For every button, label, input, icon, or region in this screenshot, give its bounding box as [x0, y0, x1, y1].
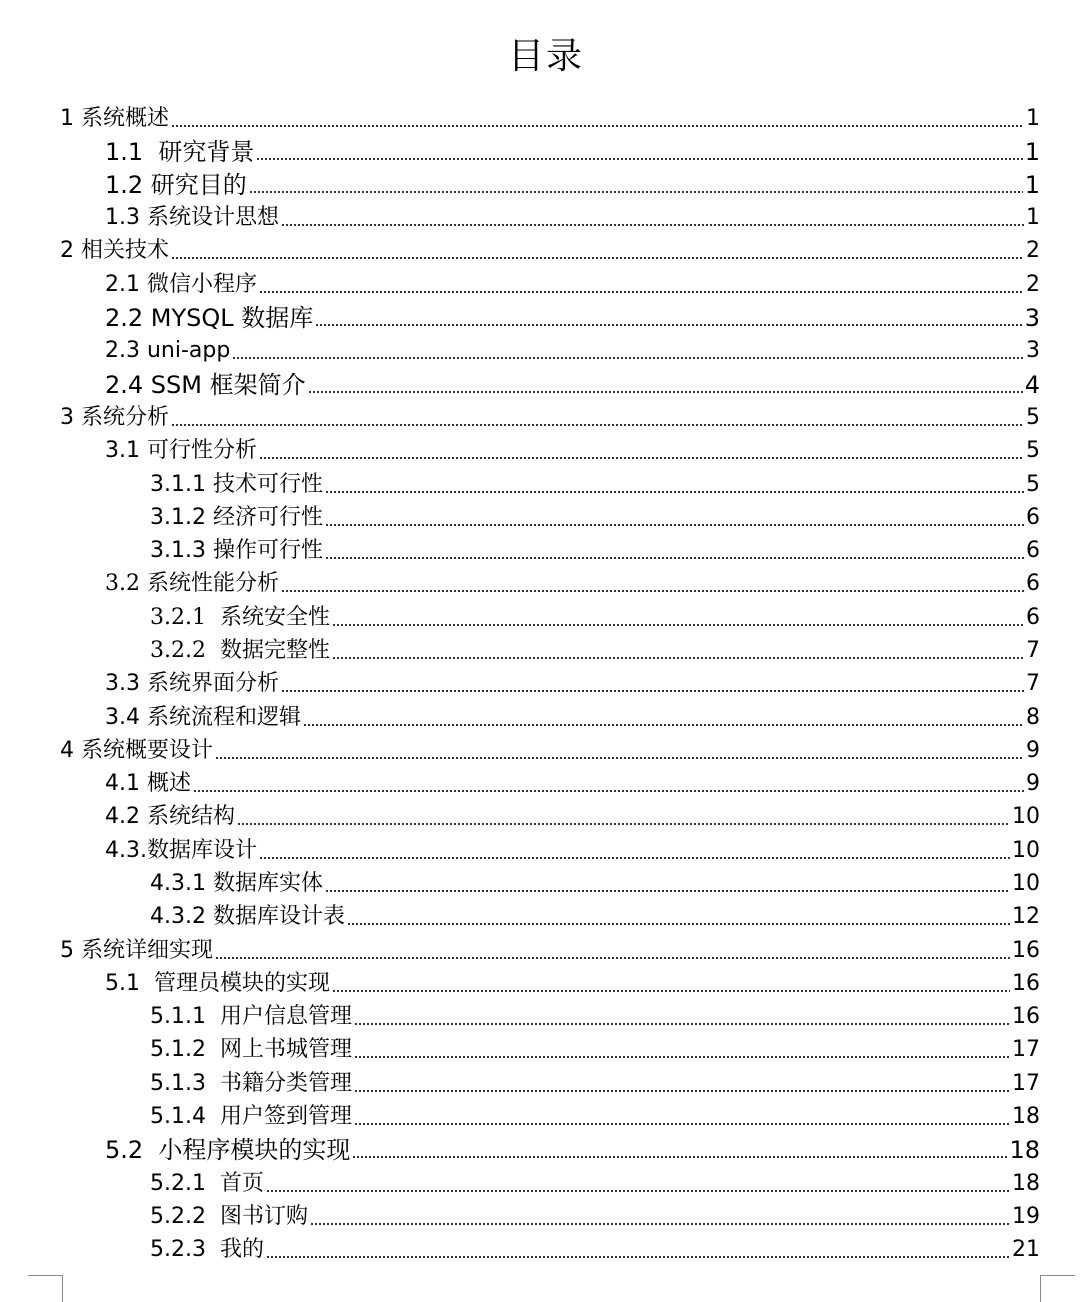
toc-entry-label: 3.2.1 系统安全性 [150, 605, 330, 630]
toc-entry-label: 4.3.2 数据库设计表 [150, 904, 345, 929]
toc-entry-label: 3.1 可行性分析 [105, 438, 257, 463]
dot-leader [215, 757, 1024, 759]
toc-entry[interactable] [0, 166, 1040, 199]
dot-leader [193, 790, 1024, 792]
dot-leader [325, 491, 1024, 493]
toc-entry-page: 4 [1024, 371, 1040, 399]
toc-entry-label: 5.2.1 首页 [150, 1171, 264, 1196]
dot-leader [266, 1190, 1010, 1192]
dot-leader [281, 690, 1024, 692]
toc-entry-label: 1.2 研究目的 [105, 171, 247, 199]
toc-entry-page: 1 [1026, 106, 1040, 131]
toc-entry[interactable] [0, 965, 1040, 998]
toc-entry-page: 6 [1026, 538, 1040, 563]
toc-entry-page: 5 [1026, 405, 1040, 430]
toc-entry[interactable] [0, 632, 1040, 665]
toc-entry[interactable] [0, 865, 1040, 898]
toc-entry-label: 3.1.1 技术可行性 [150, 472, 323, 497]
toc-entry-label: 3.1.2 经济可行性 [150, 505, 323, 530]
dot-leader [171, 125, 1024, 127]
dot-leader [249, 191, 1023, 193]
toc-entry-page: 3 [1024, 304, 1040, 332]
toc-entry[interactable] [0, 1031, 1040, 1064]
toc-entry-label: 5.1.1 用户信息管理 [150, 1004, 352, 1029]
dot-leader [259, 857, 1010, 859]
toc-entry[interactable] [0, 1098, 1040, 1131]
dot-leader [171, 424, 1024, 426]
dot-leader [259, 457, 1024, 459]
dot-leader [281, 590, 1024, 592]
toc-entry-page: 10 [1012, 838, 1040, 863]
margin-corner-mark [1040, 1275, 1075, 1302]
toc-entry-page: 18 [1012, 1171, 1040, 1196]
dot-leader [325, 557, 1024, 559]
toc-entry-page: 6 [1026, 505, 1040, 530]
toc-entry[interactable] [0, 699, 1040, 732]
dot-leader [281, 224, 1024, 226]
toc-entry-label: 2.1 微信小程序 [105, 272, 257, 297]
toc-entry-label: 5 系统详细实现 [60, 938, 213, 963]
dot-leader [308, 391, 1023, 393]
toc-entry-page: 1 [1024, 171, 1040, 199]
toc-entry[interactable] [0, 565, 1040, 598]
toc-entry[interactable] [0, 399, 1040, 432]
toc-entry-label: 3.2.2 数据完整性 [150, 638, 330, 663]
dot-leader [332, 624, 1024, 626]
toc-entry[interactable] [0, 998, 1040, 1031]
dot-leader [325, 890, 1010, 892]
toc-entry-label: 3.1.3 操作可行性 [150, 538, 323, 563]
toc-entry-page: 12 [1012, 904, 1040, 929]
toc-entry-page: 3 [1026, 338, 1040, 363]
toc-entry-label: 5.1.3 书籍分类管理 [150, 1071, 352, 1096]
toc-entry[interactable] [0, 599, 1040, 632]
toc-entry-page: 8 [1026, 705, 1040, 730]
toc-entry[interactable] [0, 665, 1040, 698]
toc-entry[interactable] [0, 1198, 1040, 1231]
toc-entry-page: 10 [1012, 871, 1040, 896]
dot-leader [354, 1023, 1010, 1025]
toc-entry[interactable] [0, 366, 1040, 399]
toc-entry[interactable] [0, 1165, 1040, 1198]
dot-leader [354, 1123, 1010, 1125]
toc-entry[interactable] [0, 1231, 1040, 1264]
toc-entry-page: 9 [1026, 738, 1040, 763]
toc-entry-page: 21 [1012, 1237, 1040, 1262]
toc-entry-page: 16 [1012, 1004, 1040, 1029]
toc-entry-page: 6 [1026, 605, 1040, 630]
toc-entry-label: 5.2.3 我的 [150, 1237, 264, 1262]
toc-entry-label: 5.2.2 图书订购 [150, 1204, 308, 1229]
toc-entry-page: 10 [1012, 804, 1040, 829]
toc-entry-label: 5.2 小程序模块的实现 [105, 1136, 351, 1164]
toc-entry-page: 5 [1026, 438, 1040, 463]
toc-entry-page: 18 [1009, 1136, 1040, 1164]
toc-entry-label: 4.2 系统结构 [105, 804, 235, 829]
toc-entry-label: 4.1 概述 [105, 771, 191, 796]
toc-entry-page: 2 [1026, 238, 1040, 263]
dot-leader [303, 724, 1024, 726]
dot-leader [237, 823, 1010, 825]
toc-entry-label: 1 系统概述 [60, 106, 169, 131]
toc-entry-page: 9 [1026, 771, 1040, 796]
toc-entry[interactable] [0, 1065, 1040, 1098]
toc-entry-label: 3 系统分析 [60, 405, 169, 430]
toc-entry-label: 1.1 研究背景 [105, 138, 255, 166]
toc-entry[interactable] [0, 466, 1040, 499]
toc-entry-page: 18 [1012, 1104, 1040, 1129]
toc-entry[interactable] [0, 932, 1040, 965]
toc-title: 目录 [507, 36, 584, 77]
dot-leader [256, 158, 1022, 160]
toc-entry-page: 16 [1012, 938, 1040, 963]
toc-entry[interactable] [0, 499, 1040, 532]
dot-leader [325, 524, 1024, 526]
toc-entry-label: 2 相关技术 [60, 238, 169, 263]
dot-leader [171, 257, 1024, 259]
toc-entry-label: 3.4 系统流程和逻辑 [105, 705, 301, 730]
dot-leader [215, 957, 1010, 959]
toc-entry-label: 4.3.1 数据库实体 [150, 871, 323, 896]
dot-leader [352, 1156, 1007, 1158]
toc-entry[interactable] [0, 832, 1040, 865]
toc-entry[interactable] [0, 432, 1040, 465]
toc-entry[interactable] [0, 898, 1040, 931]
dot-leader [266, 1256, 1010, 1258]
toc-entry-label: 1.3 系统设计思想 [105, 205, 279, 230]
toc-entry-page: 1 [1024, 138, 1040, 166]
toc-entry-page: 17 [1012, 1071, 1040, 1096]
dot-leader [347, 923, 1010, 925]
toc-entry-page: 6 [1026, 571, 1040, 596]
toc-entry[interactable] [0, 199, 1040, 232]
dot-leader [310, 1223, 1010, 1225]
toc-entry-page: 7 [1026, 671, 1040, 696]
toc-entry-page: 17 [1012, 1037, 1040, 1062]
toc-entry-label: 3.3 系统界面分析 [105, 671, 279, 696]
toc-entry-page: 16 [1012, 971, 1040, 996]
toc-entry[interactable] [0, 798, 1040, 831]
toc-entry[interactable] [0, 732, 1040, 765]
margin-corner-mark [28, 1275, 63, 1302]
dot-leader [354, 1056, 1010, 1058]
dot-leader [315, 324, 1022, 326]
dot-leader [354, 1090, 1010, 1092]
toc-entry-label: 5.1.4 用户签到管理 [150, 1104, 352, 1129]
toc-entry[interactable] [0, 299, 1040, 332]
dot-leader [332, 657, 1024, 659]
toc-entry-page: 1 [1026, 205, 1040, 230]
toc-entry-page: 19 [1012, 1204, 1040, 1229]
dot-leader [332, 990, 1010, 992]
toc-entry[interactable] [0, 532, 1040, 565]
toc-entry-page: 7 [1026, 638, 1040, 663]
toc-entry-label: 3.2 系统性能分析 [105, 571, 279, 596]
toc-entry-label: 5.1 管理员模块的实现 [105, 971, 330, 996]
toc-entry-label: 2.2 MYSQL 数据库 [105, 304, 314, 332]
dot-leader [259, 291, 1024, 293]
toc-entry[interactable] [0, 133, 1040, 166]
toc-entry[interactable] [0, 1131, 1040, 1164]
toc-entry[interactable] [0, 232, 1040, 265]
dot-leader [232, 357, 1024, 359]
toc-entry-label: 5.1.2 网上书城管理 [150, 1037, 352, 1062]
toc-entry-label: 2.3 uni-app [105, 338, 231, 363]
toc-entry[interactable] [0, 266, 1040, 299]
toc-entry[interactable] [0, 100, 1040, 133]
toc-entry[interactable] [0, 765, 1040, 798]
toc-entry-label: 4.3.数据库设计 [105, 838, 257, 863]
toc-entry-label: 4 系统概要设计 [60, 738, 213, 763]
toc-entry-label: 2.4 SSM 框架简介 [105, 371, 306, 399]
toc-entry-page: 5 [1026, 472, 1040, 497]
toc-entry-page: 2 [1026, 272, 1040, 297]
toc-entry[interactable] [0, 332, 1040, 365]
